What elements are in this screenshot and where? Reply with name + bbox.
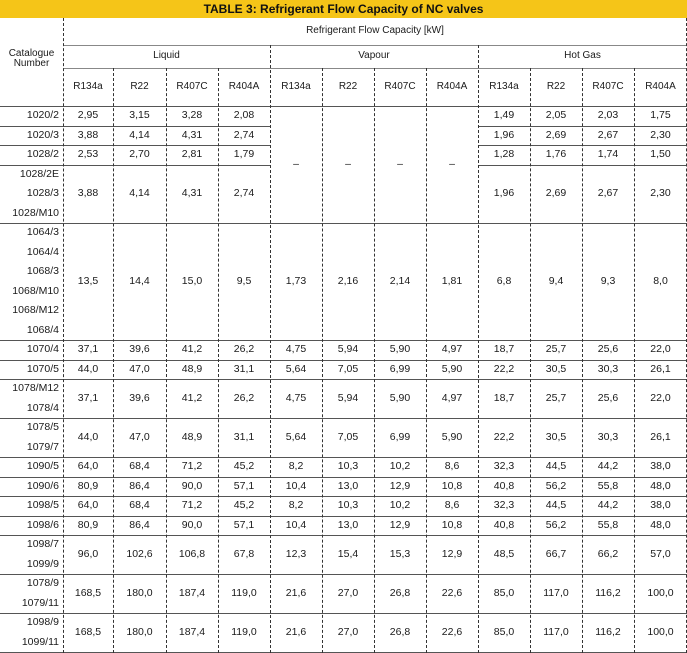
column-divider xyxy=(63,18,64,653)
vapour-value: 4,97 xyxy=(441,343,463,356)
catalogue-number: 1068/4 xyxy=(26,323,59,336)
row-divider xyxy=(63,45,687,46)
hot-gas-value: 55,8 xyxy=(597,518,619,531)
vapour-value: 10,2 xyxy=(389,460,411,473)
vapour-value: 10,4 xyxy=(285,479,307,492)
liquid-value: 48,9 xyxy=(181,430,203,443)
catalogue-number: 1028/2 xyxy=(26,148,59,161)
liquid-value: 4,31 xyxy=(181,187,203,200)
hot-gas-value: 48,5 xyxy=(493,547,515,560)
vapour-value: 10,3 xyxy=(337,499,359,512)
refrigerant-header: R22 xyxy=(338,80,358,92)
liquid-value: 13,5 xyxy=(77,274,99,287)
hot-gas-value: 56,2 xyxy=(545,479,567,492)
liquid-value: 168,5 xyxy=(74,586,102,599)
liquid-value: 37,1 xyxy=(77,343,99,356)
column-divider xyxy=(270,45,271,653)
liquid-value: 4,14 xyxy=(129,187,150,200)
liquid-value: 41,2 xyxy=(181,391,203,404)
refrigerant-header: R404A xyxy=(228,80,260,92)
hot-gas-value: 44,5 xyxy=(545,499,567,512)
hot-gas-value: 22,2 xyxy=(493,430,515,443)
column-divider xyxy=(530,68,531,653)
flow-capacity-header: Refrigerant Flow Capacity [kW] xyxy=(306,25,444,37)
hot-gas-value: 56,2 xyxy=(545,518,567,531)
group-header-vapour: Vapour xyxy=(358,50,390,62)
column-divider xyxy=(634,68,635,653)
catalogue-number: 1079/11 xyxy=(21,596,59,609)
column-divider xyxy=(322,68,323,653)
hot-gas-value: 1,49 xyxy=(493,109,515,122)
vapour-value: 10,4 xyxy=(285,518,307,531)
catalogue-number: 1099/9 xyxy=(26,557,59,570)
liquid-value: 44,0 xyxy=(77,362,99,375)
vapour-value: 26,8 xyxy=(389,586,411,599)
liquid-value: 41,2 xyxy=(181,343,203,356)
liquid-value: 9,5 xyxy=(236,274,252,287)
liquid-value: 64,0 xyxy=(77,460,99,473)
catalogue-number: 1068/M12 xyxy=(12,304,59,317)
refrigerant-header: R407C xyxy=(592,80,624,92)
refrigerant-header: R22 xyxy=(546,80,566,92)
column-divider xyxy=(218,68,219,653)
liquid-value: 2,74 xyxy=(233,128,255,141)
hot-gas-value: 22,0 xyxy=(650,343,671,356)
hot-gas-value: 85,0 xyxy=(493,625,515,638)
vapour-value: 8,2 xyxy=(288,499,304,512)
liquid-value: 45,2 xyxy=(233,499,255,512)
catalogue-number: 1098/5 xyxy=(26,499,59,512)
hot-gas-value: 30,3 xyxy=(597,430,619,443)
vapour-value: 21,6 xyxy=(285,625,307,638)
vapour-value: 5,64 xyxy=(285,430,307,443)
liquid-value: 106,8 xyxy=(178,547,206,560)
catalogue-number: 1020/3 xyxy=(26,128,59,141)
catalogue-number: 1020/2 xyxy=(26,109,59,122)
liquid-value: 44,0 xyxy=(77,430,99,443)
catalogue-number: 1078/4 xyxy=(26,401,59,414)
vapour-value: 8,2 xyxy=(288,460,304,473)
hot-gas-value: 32,3 xyxy=(493,499,515,512)
liquid-value: 4,14 xyxy=(129,128,150,141)
column-divider xyxy=(426,68,427,653)
liquid-value: 57,1 xyxy=(233,518,255,531)
catalogue-number: 1028/2E xyxy=(19,167,59,180)
vapour-value: 4,97 xyxy=(441,391,463,404)
hot-gas-value: 1,75 xyxy=(650,109,671,122)
hot-gas-value: 44,5 xyxy=(545,460,567,473)
vapour-value: 12,9 xyxy=(389,479,411,492)
liquid-value: 3,15 xyxy=(129,109,150,122)
vapour-value: 27,0 xyxy=(337,586,359,599)
refrigerant-header: R407C xyxy=(384,80,416,92)
catalogue-number: 1079/7 xyxy=(26,440,59,453)
vapour-value: 15,4 xyxy=(337,547,359,560)
vapour-value: 4,75 xyxy=(285,391,307,404)
liquid-value: 39,6 xyxy=(129,391,150,404)
hot-gas-value: 2,67 xyxy=(597,128,619,141)
refrigerant-header: R134a xyxy=(73,80,103,92)
refrigerant-header: R404A xyxy=(645,80,676,92)
catalogue-number: 1099/11 xyxy=(21,635,59,648)
liquid-value: 90,0 xyxy=(181,518,203,531)
vapour-value: 5,90 xyxy=(389,391,411,404)
hot-gas-value: 55,8 xyxy=(597,479,619,492)
hot-gas-value: 2,69 xyxy=(545,128,567,141)
hot-gas-value: 38,0 xyxy=(650,460,671,473)
hot-gas-value: 116,2 xyxy=(595,625,621,638)
refrigerant-header: R22 xyxy=(130,80,149,92)
vapour-value: 8,6 xyxy=(444,460,460,473)
hot-gas-value: 6,8 xyxy=(496,274,512,287)
liquid-value: 90,0 xyxy=(181,479,203,492)
vapour-value: 6,99 xyxy=(389,430,411,443)
vapour-value: 12,3 xyxy=(285,547,307,560)
liquid-value: 15,0 xyxy=(181,274,203,287)
vapour-empty-dash: – xyxy=(345,157,351,170)
catalogue-number: 1070/5 xyxy=(26,362,59,375)
column-divider xyxy=(374,68,375,653)
vapour-value: 10,8 xyxy=(441,479,463,492)
catalogue-number: 1064/4 xyxy=(26,245,59,258)
liquid-value: 37,1 xyxy=(77,391,99,404)
liquid-value: 39,6 xyxy=(129,343,150,356)
catalogue-number: 1028/M10 xyxy=(12,206,59,219)
hot-gas-value: 1,96 xyxy=(493,128,515,141)
liquid-value: 4,31 xyxy=(181,128,203,141)
liquid-value: 187,4 xyxy=(178,586,206,599)
row-divider xyxy=(63,68,687,69)
vapour-value: 10,8 xyxy=(441,518,463,531)
liquid-value: 2,81 xyxy=(181,148,203,161)
vapour-value: 5,90 xyxy=(441,362,463,375)
vapour-empty-dash: – xyxy=(449,157,455,170)
liquid-value: 168,5 xyxy=(74,625,102,638)
vapour-value: 22,6 xyxy=(441,625,463,638)
liquid-value: 86,4 xyxy=(129,518,150,531)
liquid-value: 2,70 xyxy=(129,148,150,161)
vapour-value: 1,81 xyxy=(441,274,463,287)
liquid-value: 180,0 xyxy=(126,625,153,638)
liquid-value: 14,4 xyxy=(129,274,150,287)
hot-gas-value: 100,0 xyxy=(647,586,674,599)
catalogue-number: 1068/3 xyxy=(26,265,59,278)
liquid-value: 2,74 xyxy=(233,187,255,200)
vapour-value: 6,99 xyxy=(389,362,411,375)
group-header-liquid: Liquid xyxy=(153,50,180,62)
hot-gas-value: 48,0 xyxy=(650,479,671,492)
vapour-value: 22,6 xyxy=(441,586,463,599)
hot-gas-value: 2,03 xyxy=(597,109,619,122)
catalogue-number: 1078/5 xyxy=(26,421,59,434)
hot-gas-value: 2,05 xyxy=(545,109,567,122)
hot-gas-value: 25,6 xyxy=(597,343,619,356)
hot-gas-value: 30,5 xyxy=(545,362,567,375)
catalogue-number: 1078/M12 xyxy=(12,382,59,395)
liquid-value: 3,88 xyxy=(77,128,99,141)
hot-gas-value: 9,3 xyxy=(600,274,616,287)
vapour-value: 2,14 xyxy=(389,274,411,287)
liquid-value: 2,53 xyxy=(77,148,99,161)
vapour-value: 7,05 xyxy=(337,362,359,375)
hot-gas-value: 1,76 xyxy=(545,148,567,161)
hot-gas-value: 2,69 xyxy=(545,187,567,200)
liquid-value: 119,0 xyxy=(231,586,257,599)
hot-gas-value: 40,8 xyxy=(493,479,515,492)
refrigerant-header: R134a xyxy=(281,80,311,92)
catalogue-number: 1090/6 xyxy=(26,479,59,492)
column-divider xyxy=(113,68,114,653)
catalogue-number: 1098/7 xyxy=(26,538,59,551)
liquid-value: 68,4 xyxy=(129,499,150,512)
vapour-empty-dash: – xyxy=(293,157,299,170)
vapour-value: 5,90 xyxy=(441,430,463,443)
hot-gas-value: 8,0 xyxy=(653,274,668,287)
hot-gas-value: 30,5 xyxy=(545,430,567,443)
vapour-value: 1,73 xyxy=(285,274,307,287)
hot-gas-value: 22,0 xyxy=(650,391,671,404)
liquid-value: 47,0 xyxy=(129,362,150,375)
vapour-value: 12,9 xyxy=(441,547,463,560)
liquid-value: 71,2 xyxy=(181,499,203,512)
catalogue-number: 1098/6 xyxy=(26,518,59,531)
vapour-value: 4,75 xyxy=(285,343,307,356)
hot-gas-value: 2,30 xyxy=(650,128,671,141)
liquid-value: 80,9 xyxy=(77,518,99,531)
liquid-value: 86,4 xyxy=(129,479,150,492)
vapour-value: 5,64 xyxy=(285,362,307,375)
liquid-value: 31,1 xyxy=(233,362,255,375)
hot-gas-value: 85,0 xyxy=(493,586,515,599)
liquid-value: 180,0 xyxy=(126,586,153,599)
hot-gas-value: 30,3 xyxy=(597,362,619,375)
refrigerant-header: R134a xyxy=(489,80,519,92)
liquid-value: 57,1 xyxy=(233,479,255,492)
vapour-value: 10,2 xyxy=(389,499,411,512)
hot-gas-value: 18,7 xyxy=(493,391,515,404)
liquid-value: 45,2 xyxy=(233,460,255,473)
vapour-value: 2,16 xyxy=(337,274,359,287)
vapour-value: 21,6 xyxy=(285,586,307,599)
liquid-value: 80,9 xyxy=(77,479,99,492)
hot-gas-value: 100,0 xyxy=(647,625,674,638)
refrigerant-header: R404A xyxy=(436,80,468,92)
liquid-value: 2,08 xyxy=(233,109,255,122)
table-title: TABLE 3: Refrigerant Flow Capacity of NC valves xyxy=(203,2,484,16)
liquid-value: 64,0 xyxy=(77,499,99,512)
liquid-value: 1,79 xyxy=(233,148,255,161)
catalogue-number: 1064/3 xyxy=(26,226,59,239)
vapour-value: 7,05 xyxy=(337,430,359,443)
liquid-value: 2,95 xyxy=(77,109,99,122)
hot-gas-value: 1,50 xyxy=(650,148,671,161)
hot-gas-value: 22,2 xyxy=(493,362,515,375)
hot-gas-value: 32,3 xyxy=(493,460,515,473)
hot-gas-value: 1,96 xyxy=(493,187,515,200)
liquid-value: 68,4 xyxy=(129,460,150,473)
liquid-value: 48,9 xyxy=(181,362,203,375)
catalogue-number: 1098/9 xyxy=(26,616,59,629)
catalogue-number: 1078/9 xyxy=(26,577,59,590)
hot-gas-value: 25,7 xyxy=(545,391,567,404)
vapour-value: 13,0 xyxy=(337,479,359,492)
liquid-value: 67,8 xyxy=(233,547,255,560)
hot-gas-value: 40,8 xyxy=(493,518,515,531)
liquid-value: 3,28 xyxy=(181,109,203,122)
hot-gas-value: 48,0 xyxy=(650,518,671,531)
hot-gas-value: 25,6 xyxy=(597,391,619,404)
catalogue-number-header: Catalogue Number xyxy=(8,47,55,69)
liquid-value: 31,1 xyxy=(233,430,255,443)
hot-gas-value: 116,2 xyxy=(595,586,621,599)
hot-gas-value: 66,7 xyxy=(545,547,567,560)
liquid-value: 3,88 xyxy=(77,187,99,200)
hot-gas-value: 1,74 xyxy=(597,148,619,161)
hot-gas-value: 9,4 xyxy=(548,274,564,287)
vapour-value: 15,3 xyxy=(389,547,411,560)
hot-gas-value: 117,0 xyxy=(543,586,569,599)
hot-gas-value: 66,2 xyxy=(597,547,619,560)
hot-gas-value: 117,0 xyxy=(543,625,569,638)
catalogue-number: 1068/M10 xyxy=(12,284,59,297)
vapour-value: 5,94 xyxy=(337,391,359,404)
vapour-value: 26,8 xyxy=(389,625,411,638)
hot-gas-value: 18,7 xyxy=(493,343,515,356)
hot-gas-value: 1,28 xyxy=(493,148,515,161)
column-divider xyxy=(582,68,583,653)
column-divider xyxy=(166,68,167,653)
hot-gas-value: 44,2 xyxy=(597,460,619,473)
liquid-value: 119,0 xyxy=(231,625,257,638)
vapour-value: 27,0 xyxy=(337,625,359,638)
catalogue-number: 1028/3 xyxy=(26,187,59,200)
vapour-value: 5,90 xyxy=(389,343,411,356)
vapour-value: 5,94 xyxy=(337,343,359,356)
refrigerant-header: R407C xyxy=(176,80,208,92)
vapour-value: 10,3 xyxy=(337,460,359,473)
hot-gas-value: 44,2 xyxy=(597,499,619,512)
liquid-value: 96,0 xyxy=(77,547,99,560)
liquid-value: 71,2 xyxy=(181,460,203,473)
column-divider xyxy=(478,45,479,653)
liquid-value: 187,4 xyxy=(178,625,206,638)
liquid-value: 26,2 xyxy=(233,343,255,356)
hot-gas-value: 26,1 xyxy=(650,430,671,443)
hot-gas-value: 2,67 xyxy=(597,187,619,200)
hot-gas-value: 26,1 xyxy=(650,362,671,375)
hot-gas-value: 2,30 xyxy=(650,187,671,200)
vapour-value: 8,6 xyxy=(444,499,460,512)
vapour-value: 13,0 xyxy=(337,518,359,531)
hot-gas-value: 57,0 xyxy=(650,547,671,560)
vapour-empty-dash: – xyxy=(397,157,403,170)
liquid-value: 102,6 xyxy=(126,547,153,560)
liquid-value: 47,0 xyxy=(129,430,150,443)
liquid-value: 26,2 xyxy=(233,391,255,404)
catalogue-number: 1090/5 xyxy=(26,460,59,473)
hot-gas-value: 38,0 xyxy=(650,499,671,512)
hot-gas-value: 25,7 xyxy=(545,343,567,356)
vapour-value: 12,9 xyxy=(389,518,411,531)
group-header-hot-gas: Hot Gas xyxy=(564,50,601,62)
catalogue-number: 1070/4 xyxy=(26,343,59,356)
